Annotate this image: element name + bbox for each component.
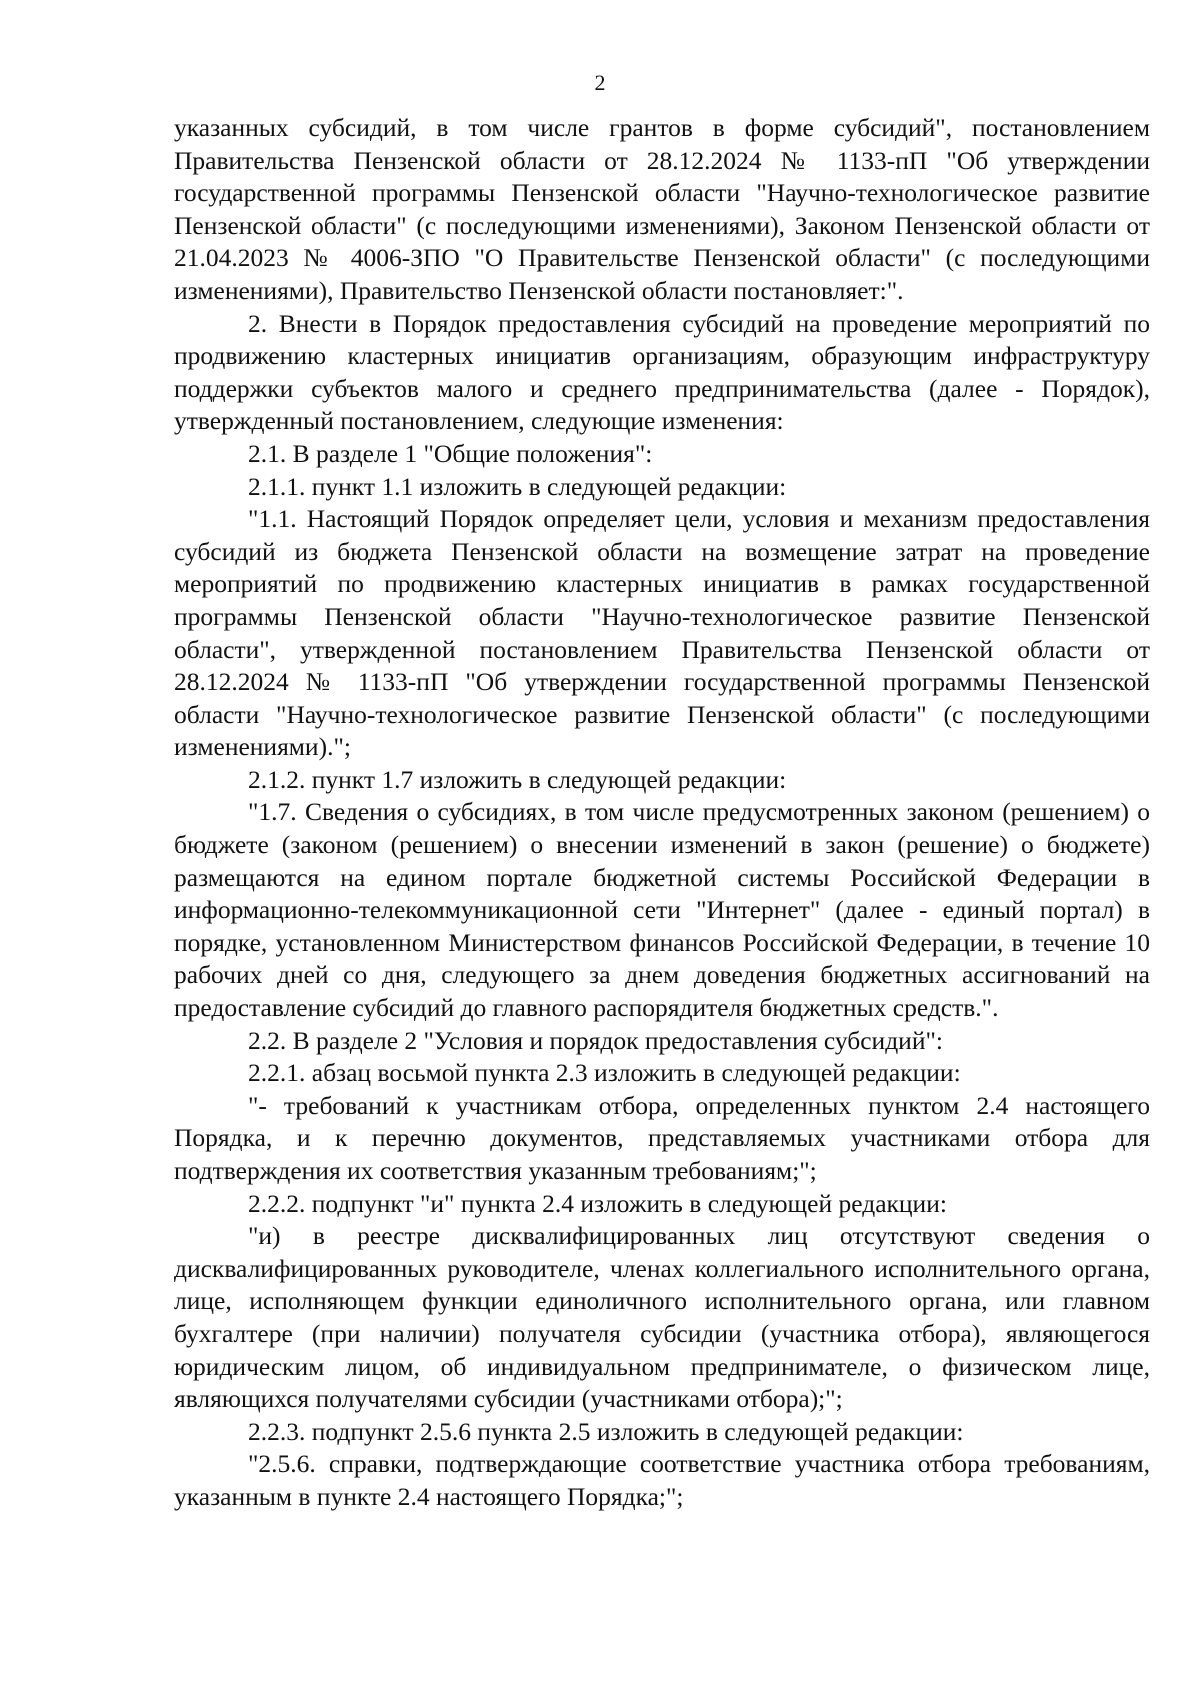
page-number: 2 bbox=[594, 70, 606, 95]
paragraph-quote-1-7: "1.7. Сведения о субсидиях, в том числе предусмотренных законом (решением) о бюджете (законом (решением) о внесении изменений в закон (решение) о бюджете) размещаются на едином портале бюджетной системы Российской Федерации в информационно-телекоммуникационной сети "Интернет" (далее - единый портал) в порядке, установленном Министерством финансов Российской Федерации, в течение 10 рабочих дней со дня, следующего за днем доведения бюджетных ассигнований на предоставление субсидий до главного распорядителя бюджетных средств.". bbox=[174, 797, 1150, 1023]
paragraph-quote-subitem-i: "и) в реестре дисквалифицированных лиц отсутствуют сведения о дисквалифицированных руководителе, членах коллегиального исполнительного органа, лице, исполняющем функции единоличного исполнительного органа, или главном бухгалтере (при наличии) получателя субсидии (участника отбора), являющегося юридическим лицом, об индивидуальном предпринимателе, о физическом лице, являющихся получателями субсидии (участниками отбора);"; bbox=[174, 1221, 1150, 1414]
paragraph-item-2-2: 2.2. В разделе 2 "Условия и порядок предоставления субсидий": bbox=[248, 1025, 943, 1055]
paragraph-item-2-2-3: 2.2.3. подпункт 2.5.6 пункта 2.5 изложить в следующей редакции: bbox=[248, 1416, 964, 1446]
document-body bbox=[174, 112, 1150, 1514]
paragraph-item-2-1-2: 2.1.2. пункт 1.7 изложить в следующей редакции: bbox=[248, 764, 787, 794]
paragraph-continuation: указанных субсидий, в том числе грантов в форме субсидий", постановлением Правительства Пензенской области от 28.12.2024 № 1133-пП "Об утверждении государственной программы Пензенской области "Научно-технологическое развитие Пензенской области" (с последующими изменениями), Законом Пензенской области от 21.04.2023 № 4006-ЗПО "О Правительстве Пензенской области" (с последующими изменениями), Правительство Пензенской области постановляет:". bbox=[174, 113, 1150, 305]
paragraph-quote-2-5-6: "2.5.6. справки, подтверждающие соответствие участника отбора требованиям, указанным в пункте 2.4 настоящего Порядка;"; bbox=[174, 1449, 1150, 1511]
paragraph-item-2-1: 2.1. В разделе 1 "Общие положения": bbox=[248, 438, 653, 468]
paragraph-item-2: 2. Внести в Порядок предоставления субсидий на проведение мероприятий по продвижению кластерных инициатив организациям, образующим инфраструктуру поддержки субъектов малого и среднего предпринимательства (далее - Порядок), утвержденный постановлением, следующие изменения: bbox=[174, 308, 1150, 436]
paragraph-item-2-2-2: 2.2.2. подпункт "и" пункта 2.4 изложить в следующей редакции: bbox=[248, 1188, 947, 1218]
paragraph-item-2-1-1: 2.1.1. пункт 1.1 изложить в следующей редакции: bbox=[248, 471, 787, 501]
paragraph-quote-1-1: "1.1. Настоящий Порядок определяет цели, условия и механизм предоставления субсидий из бюджета Пензенской области на возмещение затрат на проведение мероприятий по продвижению кластерных инициатив в рамках государственной программы Пензенской области "Научно-технологическое развитие Пензенской области", утвержденной постановлением Правительства Пензенской области от 28.12.2024 № 1133-пП "Об утверждении государственной программы Пензенской области "Научно-технологическое развитие Пензенской области" (с последующими изменениями)."; bbox=[174, 504, 1150, 762]
paragraph-item-2-2-1: 2.2.1. абзац восьмой пункта 2.3 изложить в следующей редакции: bbox=[248, 1058, 961, 1088]
paragraph-quote-requirements: "- требований к участникам отбора, определенных пунктом 2.4 настоящего Порядка, и к перечню документов, представляемых участниками отбора для подтверждения их соответствия указанным требованиям;"; bbox=[174, 1090, 1150, 1185]
